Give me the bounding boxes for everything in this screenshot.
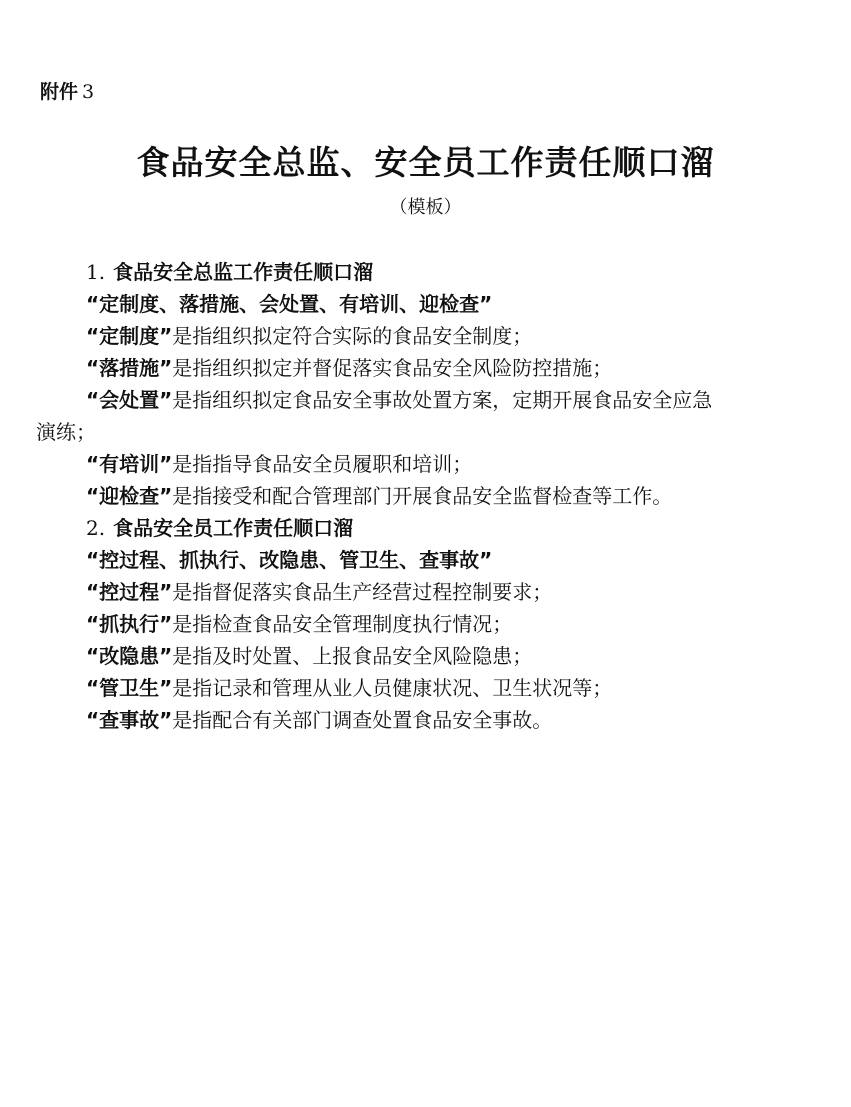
item-term: “有培训”: [86, 452, 173, 476]
list-item: [36, 608, 811, 640]
item-term: “会处置”: [86, 388, 173, 412]
list-item: [36, 576, 811, 608]
list-item: [36, 352, 811, 384]
item-desc: 是指及时处置、上报食品安全风险隐患；: [172, 644, 533, 668]
section-slogan-2: “控过程、抓执行、改隐患、管卫生、查事故”: [86, 548, 493, 572]
item-desc: 是指指导食品安全员履职和培训；: [172, 452, 473, 476]
section-heading-text: 食品安全员工作责任顺口溜: [113, 516, 354, 540]
item-term: “改隐患”: [86, 644, 173, 668]
item-desc: 是指接受和配合管理部门开展食品安全监督检查等工作。: [172, 484, 673, 508]
list-item: [36, 448, 811, 480]
attachment-label: [40, 79, 94, 105]
section-heading-2: [36, 512, 811, 544]
item-desc: 是指记录和管理从业人员健康状况、卫生状况等；: [172, 676, 613, 700]
list-item: [36, 640, 811, 672]
item-term: “查事故”: [86, 708, 173, 732]
attachment-text: 附件: [40, 81, 79, 103]
section-number: 2.: [86, 516, 106, 540]
attachment-number: 3: [82, 81, 95, 103]
item-desc: 是指检查食品安全管理制度执行情况；: [172, 612, 513, 636]
item-desc: 是指督促落实食品生产经营过程控制要求；: [172, 580, 553, 604]
item-term: “控过程”: [86, 580, 173, 604]
section-heading-text: 食品安全总监工作责任顺口溜: [113, 260, 374, 284]
list-item: [36, 320, 811, 352]
item-term: “定制度”: [86, 324, 173, 348]
section-slogan-1: “定制度、落措施、会处置、有培训、迎检查”: [86, 292, 493, 316]
item-desc-continued: 演练；: [36, 420, 96, 444]
page-title: 食品安全总监、安全员工作责任顺口溜: [136, 143, 715, 182]
document-body: [36, 256, 811, 736]
item-desc: 是指组织拟定符合实际的食品安全制度；: [172, 324, 533, 348]
item-desc: 是指配合有关部门调查处置食品安全事故。: [172, 708, 553, 732]
section-heading-1: [36, 256, 811, 288]
list-item: [36, 480, 811, 512]
page-subtitle: （模板）: [389, 197, 462, 218]
item-term: “落措施”: [86, 356, 173, 380]
list-item: [36, 384, 811, 416]
list-item-continuation: [36, 416, 811, 448]
list-item: [36, 704, 811, 736]
item-term: “管卫生”: [86, 676, 173, 700]
item-desc: 是指组织拟定食品安全事故处置方案，定期开展食品安全应急: [172, 388, 713, 412]
list-item: [36, 672, 811, 704]
item-term: “抓执行”: [86, 612, 173, 636]
item-desc: 是指组织拟定并督促落实食品安全风险防控措施；: [172, 356, 613, 380]
section-number: 1.: [86, 260, 106, 284]
item-term: “迎检查”: [86, 484, 173, 508]
